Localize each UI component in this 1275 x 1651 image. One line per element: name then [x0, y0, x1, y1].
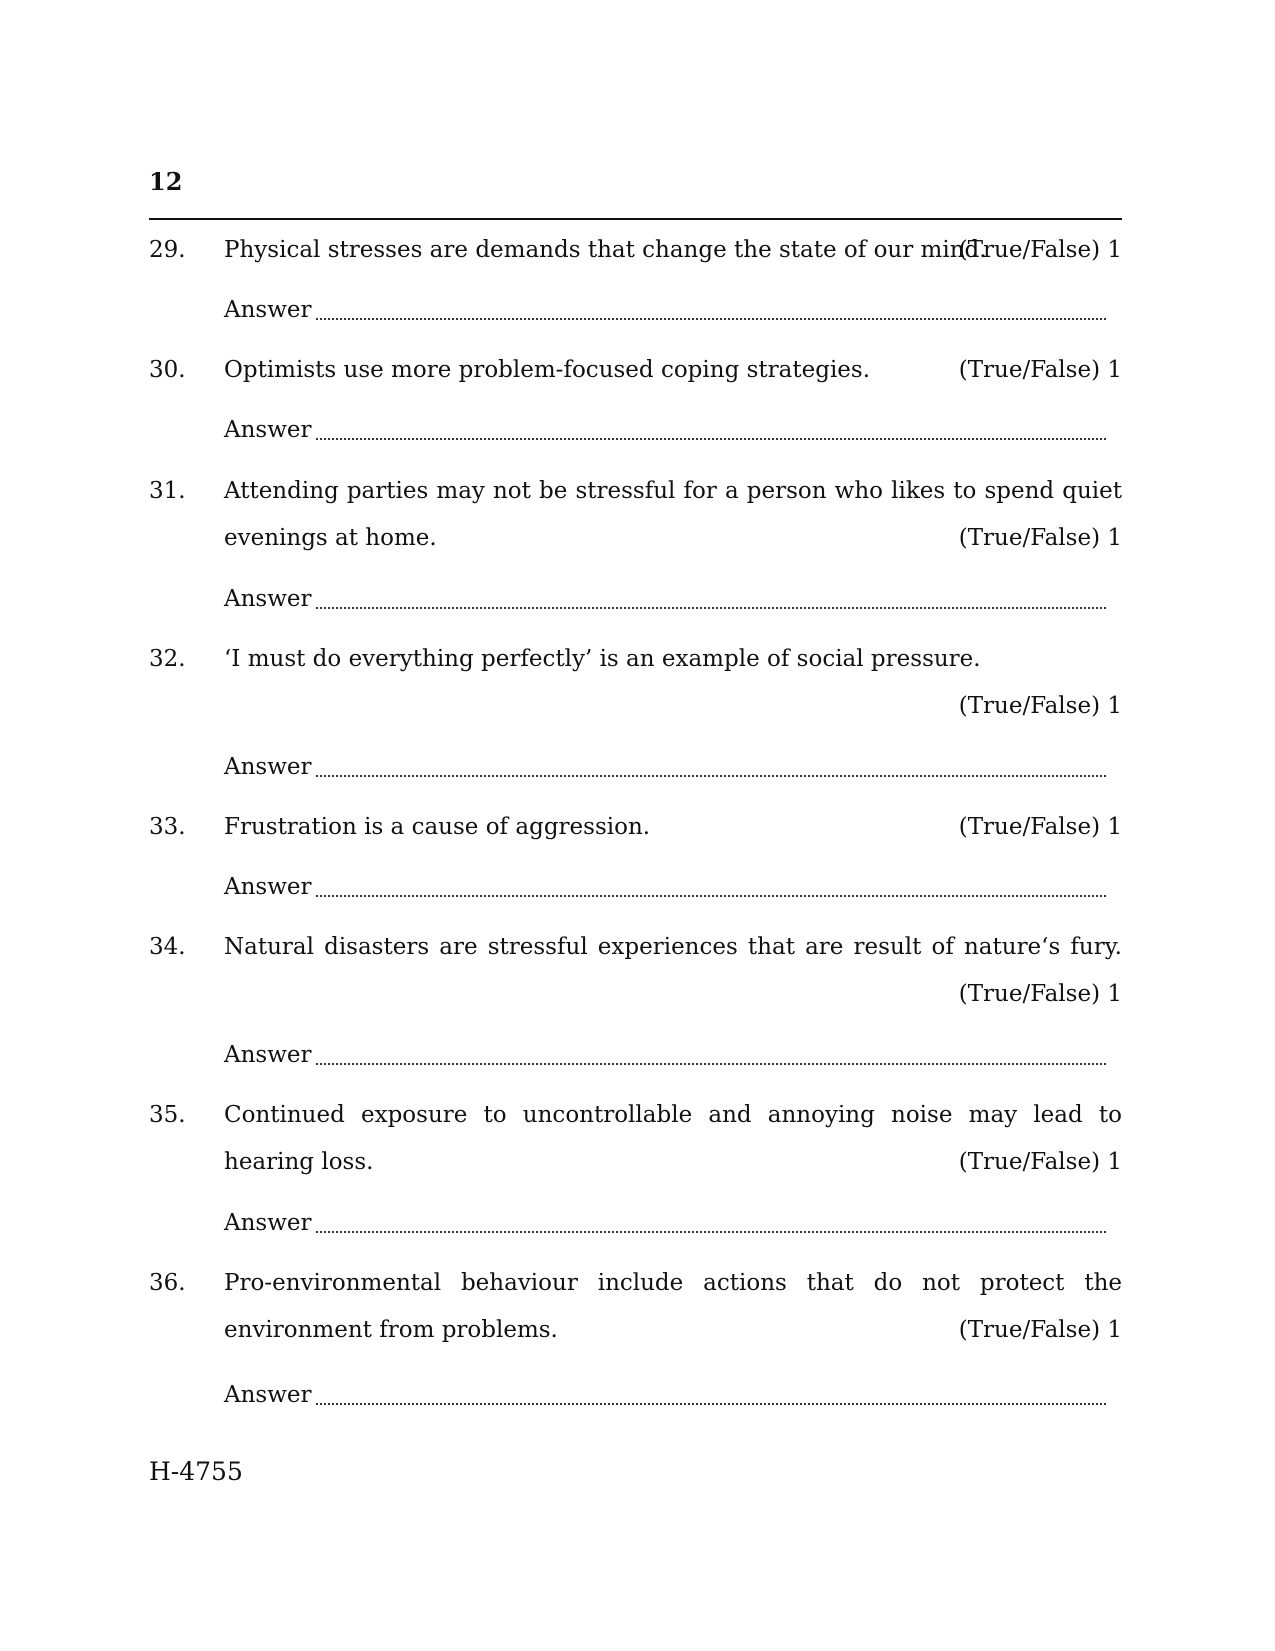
answer-line[interactable]: [224, 1199, 1106, 1247]
footer-code: H-4755: [149, 1457, 243, 1486]
true-false-marks: (True/False) 1: [958, 814, 1122, 840]
answer-label: Answer: [224, 575, 320, 623]
question-number: 29.: [149, 237, 186, 263]
answer-label: Answer: [224, 1031, 320, 1079]
true-false-marks: (True/False) 1: [958, 693, 1122, 719]
answer-label: Answer: [224, 863, 320, 911]
answer-label: Answer: [224, 406, 320, 454]
question-text: hearing loss.: [224, 1149, 374, 1175]
answer-line[interactable]: [224, 743, 1106, 791]
question-line: [224, 467, 1122, 515]
answer-dotted-line: [316, 895, 1106, 897]
question-line: [224, 803, 1122, 851]
answer-line[interactable]: [224, 1031, 1106, 1079]
question-line: [224, 514, 1122, 562]
true-false-marks: (True/False) 1: [958, 981, 1122, 1007]
true-false-marks: (True/False) 1: [958, 1317, 1122, 1343]
question-line: [224, 635, 1122, 683]
question-text: Attending parties may not be stressful for a person who likes to spend quiet: [224, 478, 1122, 504]
answer-dotted-line: [316, 318, 1106, 320]
question-line: [224, 923, 1122, 971]
question-text: Frustration is a cause of aggression.: [224, 814, 651, 840]
answer-line[interactable]: [224, 406, 1106, 454]
question-line: [224, 346, 1122, 394]
question-text: Natural disasters are stressful experiences that are result of nature‘s fury.: [224, 934, 1122, 960]
answer-label: Answer: [224, 286, 320, 334]
question-text: environment from problems.: [224, 1317, 558, 1343]
true-false-marks: (True/False) 1: [958, 1149, 1122, 1175]
question-text: Optimists use more problem-focused coping strategies.: [224, 357, 871, 383]
page-number: 12: [149, 167, 183, 196]
question-text: Continued exposure to uncontrollable and annoying noise may lead to: [224, 1102, 1122, 1128]
question-number: 34.: [149, 934, 186, 960]
question-text: Pro-environmental behaviour include actions that do not protect the: [224, 1270, 1122, 1296]
answer-dotted-line: [316, 607, 1106, 609]
question-number: 33.: [149, 814, 186, 840]
question-line: [224, 1138, 1122, 1186]
answer-dotted-line: [316, 1063, 1106, 1065]
answer-line[interactable]: [224, 286, 1106, 334]
answer-line[interactable]: [224, 863, 1106, 911]
question-text: ‘I must do everything perfectly’ is an example of social pressure.: [224, 646, 981, 672]
question-line: [224, 682, 1122, 730]
header-rule: [149, 218, 1122, 220]
question-line: [224, 226, 1122, 274]
answer-line[interactable]: [224, 575, 1106, 623]
question-line: [224, 1091, 1122, 1139]
answer-dotted-line: [316, 438, 1106, 440]
question-number: 30.: [149, 357, 186, 383]
answer-label: Answer: [224, 1199, 320, 1247]
question-line: [224, 1259, 1122, 1307]
answer-dotted-line: [316, 1403, 1106, 1405]
question-text: evenings at home.: [224, 525, 437, 551]
question-line: [224, 970, 1122, 1018]
true-false-marks: (True/False) 1: [958, 525, 1122, 551]
question-number: 32.: [149, 646, 186, 672]
answer-dotted-line: [316, 1231, 1106, 1233]
true-false-marks: (True/False) 1: [958, 237, 1122, 263]
answer-dotted-line: [316, 775, 1106, 777]
question-number: 36.: [149, 1270, 186, 1296]
answer-label: Answer: [224, 743, 320, 791]
question-line: [224, 1306, 1122, 1354]
question-number: 35.: [149, 1102, 186, 1128]
true-false-marks: (True/False) 1: [958, 357, 1122, 383]
question-text: Physical stresses are demands that change the state of our mind.: [224, 237, 987, 263]
answer-label: Answer: [224, 1371, 320, 1419]
question-number: 31.: [149, 478, 186, 504]
answer-line[interactable]: [224, 1371, 1106, 1419]
